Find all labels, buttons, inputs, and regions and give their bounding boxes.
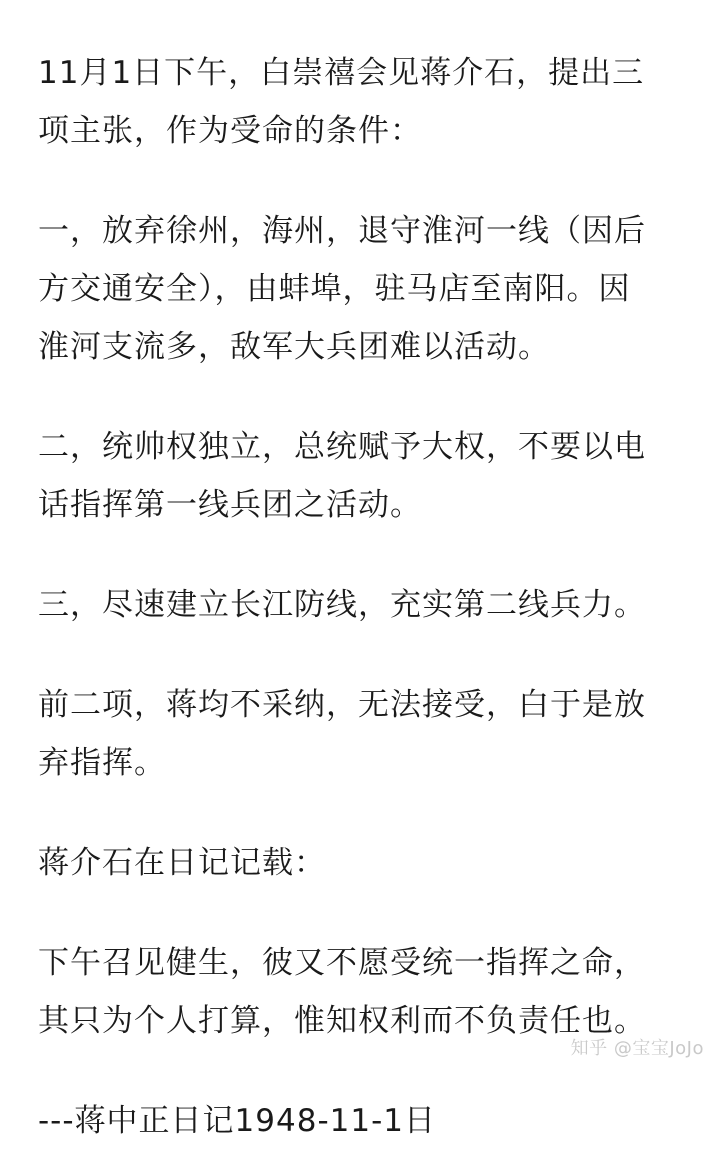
paragraph-diary-quote: 下午召见健生，彼又不愿受统一指挥之命， 其只为个人打算，惟知权利而不负责任也。 bbox=[38, 945, 646, 1039]
paragraph-intro: 11月1日下午，白崇禧会见蒋介石，提出三 项主张，作为受命的条件： bbox=[38, 55, 645, 149]
paragraph-diary-intro: 蒋介石在日记记载： bbox=[38, 845, 326, 881]
paragraph-point-one: 一，放弃徐州，海州，退守淮河一线（因后 方交通安全），由蚌埠，驻马店至南阳。因 淮河支流多，敌军大兵团难以活动。 bbox=[38, 213, 646, 365]
paragraph-point-two: 二，统帅权独立，总统赋予大权，不要以电 话指挥第一线兵团之活动。 bbox=[38, 429, 646, 523]
article-body bbox=[38, 44, 688, 1150]
paragraph-point-three: 三，尽速建立长江防线，充实第二线兵力。 bbox=[38, 587, 646, 623]
paragraph-diary-citation: ---蒋中正日记1948-11-1日 bbox=[38, 1103, 436, 1139]
zhihu-watermark: 知乎 @宝宝JoJo bbox=[570, 1038, 704, 1059]
paragraph-rejection: 前二项，蒋均不采纳，无法接受，白于是放 弃指挥。 bbox=[38, 687, 646, 781]
